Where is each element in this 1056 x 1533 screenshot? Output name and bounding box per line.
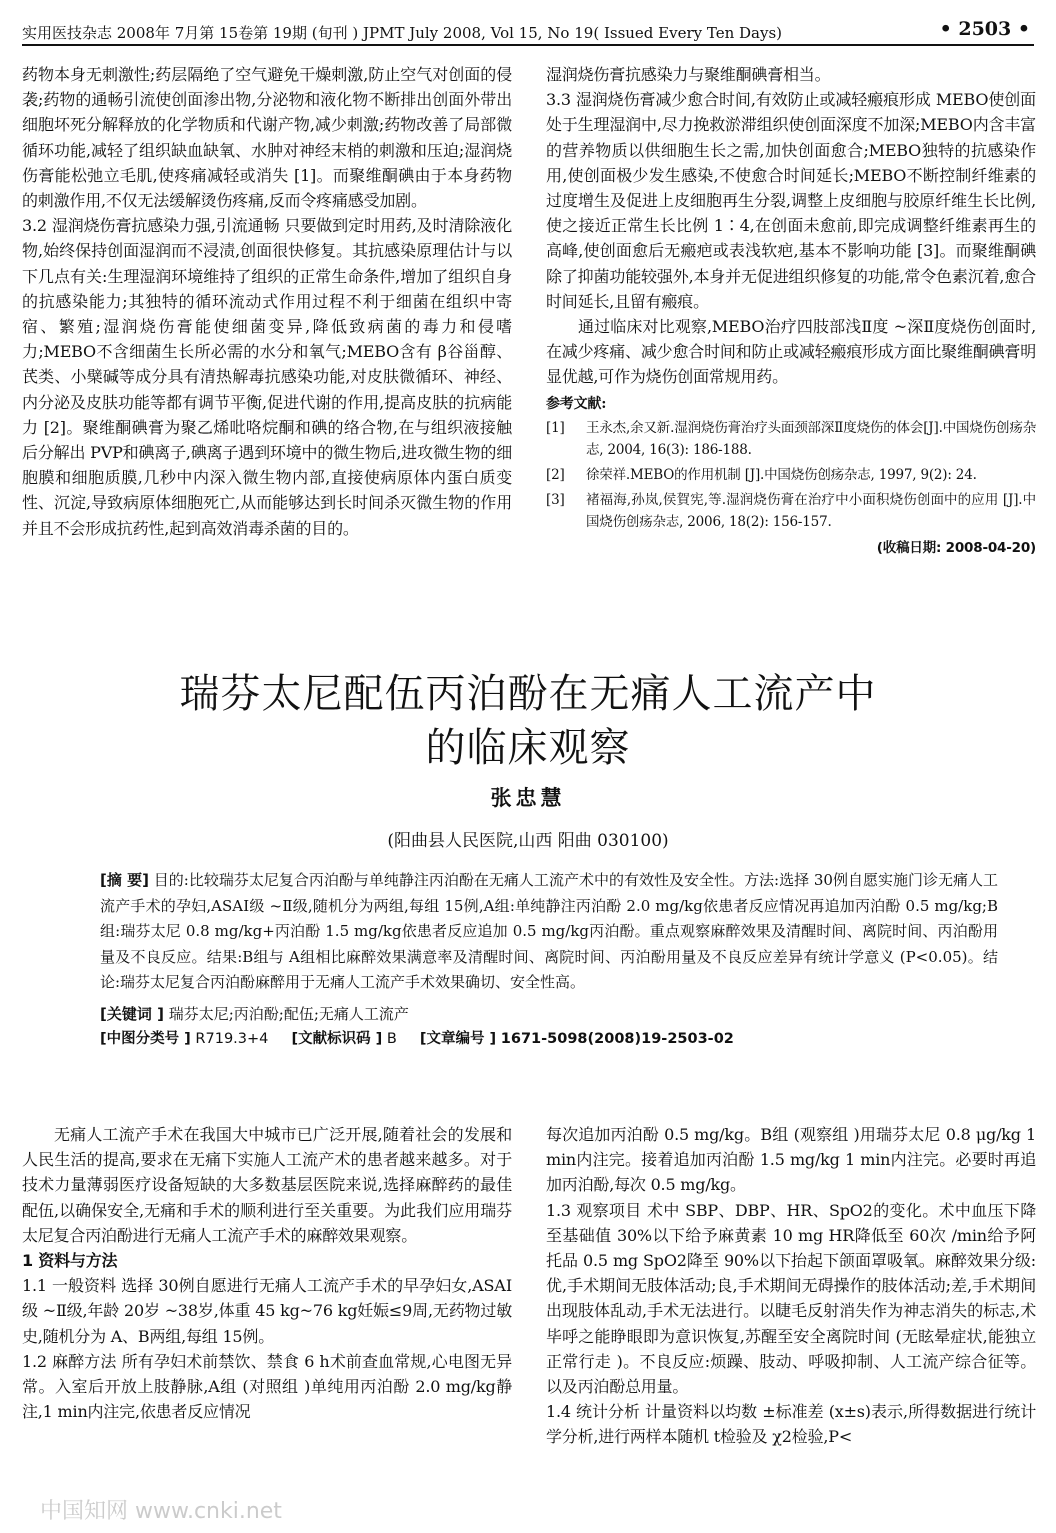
keywords [100, 1002, 998, 1028]
reference-number: [2] [546, 466, 565, 483]
references-title: 参考文献: [546, 395, 607, 412]
paragraph: 湿润烧伤膏抗感染力与聚维酮碘膏相当。 [546, 65, 831, 84]
doc-code-value: B [386, 1031, 397, 1047]
body-right-column [546, 1122, 1036, 1527]
classification-line [100, 1027, 998, 1053]
body-left-column [22, 1122, 512, 1527]
subsection-paragraph: 1.2 麻醉方法 所有孕妇术前禁饮、禁食 6 h术前查血常规,心电图无异常。入室后开放上肢静脉,A组 (对照组 )单纯用丙泊酚 2.0 mg/kg静注,1 min内注完,依患者反应情况 [22, 1351, 512, 1422]
abstract [100, 868, 998, 996]
reference-text: 王永杰,余又新.湿润烧伤膏治疗头面颈部深Ⅱ度烧伤的体会[J].中国烧伤创疡杂志, 2004, 16(3): 186-188. [586, 419, 1036, 458]
section-heading: 1 资料与方法 [22, 1251, 118, 1271]
reference-number: [1] [546, 419, 565, 436]
doc-code-label: [文献标识码 ] [291, 1031, 383, 1047]
abstract-block [100, 868, 998, 1053]
reference-item [546, 464, 1036, 486]
page-number: • 2503 • [939, 18, 1030, 40]
reference-text: 褚福海,孙岚,侯賀宪,等.湿润烧伤膏在治疗中小面积烧伤创面中的应用 [J].中国烧伤创疡杂志, 2006, 18(2): 156-157. [586, 491, 1036, 530]
article-title-line2: 的临床观察 [425, 725, 631, 771]
prev-article-left-column [22, 62, 512, 541]
running-header [22, 18, 1034, 46]
reference-text: 徐荣祥.MEBO的作用机制 [J].中国烧伤创疡杂志, 1997, 9(2): 24. [586, 466, 977, 483]
cnki-watermark: 中国知网 www.cnki.net [40, 1499, 282, 1524]
section-paragraph: 3.3 湿润烧伤膏减少愈合时间,有效防止或减轻瘢痕形成 MEBO使创面处于生理湿润中,尽力挽救淤滞组织使创面深度不加深;MEBO内含丰富的营养物质以供细胞生长之需,加快创面愈合;MEBO独特的抗感染作用,使创面极少发生感染,不使愈合时间延长;MEBO不断控制纤维素的过度增生及促进上皮细胞再生分裂,调整上皮细胞与胶原纤维生长比例,使之接近正常生长比例 1∶4,在创面未愈前,即完成调整纤维素再生的高峰,使创面愈后无瘢疤或表浅软疤,基本不影响功能 [3]。而聚维酮碘除了抑菌功能较强外,本身并无促进组织修复的功能,常令色素沉着,愈合时间延长,且留有瘢痕。 [546, 90, 1036, 311]
article-title-line1: 瑞芬太尼配伍丙泊酚在无痛人工流产中 [179, 671, 877, 717]
prev-article-right-column [546, 62, 1036, 561]
paragraph: 药物本身无刺激性;药层隔绝了空气避免干燥刺激,防止空气对创面的侵袭;药物的通畅引流使创面渗出物,分泌物和液化物不断排出创面外带出细胞坏死分解释放的化学物质和代谢产物,减少刺激;药物改善了局部微循环功能,减轻了组织缺血缺氧、水肿对神经末梢的刺激和压迫;湿润烧伤膏能松弛立毛肌,使疼痛减轻或消失 [1]。而聚维酮碘由于本身药物的刺激作用,不仅无法缓解烫伤疼痛,反而令疼痛感受加剧。 [22, 65, 512, 211]
reference-number: [3] [546, 491, 565, 508]
article-affiliation: (阳曲县人民医院,山西 阳曲 030100) [387, 831, 669, 851]
keywords-label: [关键词 ] [100, 1004, 164, 1023]
reference-list [546, 417, 1036, 533]
abstract-label: [摘 要] [100, 871, 149, 889]
reference-item [546, 417, 1036, 461]
keywords-text: 瑞芬太尼;丙泊酚;配伍;无痛人工流产 [168, 1004, 409, 1023]
subsection-paragraph: 1.4 统计分析 计量资料以均数 ±标准差 (x±s)表示,所得数据进行统计学分析,进行两样本随机 t检验及 χ2检验,P< [546, 1402, 1036, 1447]
abstract-text: 目的:比较瑞芬太尼复合丙泊酚与单纯静注丙泊酚在无痛人工流产术中的有效性及安全性。方法:选择 30例自愿实施门诊无痛人工流产手术的孕妇,ASAⅠ级 ~Ⅱ级,随机分为两组,每组 15例,A组:单纯静注丙泊酚 2.0 mg/kg依患者反应情况再追加丙泊酚 0.5 mg/kg;B组:瑞芬太尼 0.8 mg/kg+丙泊酚 1.5 mg/kg依患者反应追加 0.5 mg/kg丙泊酚。重点观察麻醉效果及清醒时间、离院时间、丙泊酚用量及不良反应。结果:B组与 A组相比麻醉效果满意率及清醒时间、离院时间、丙泊酚用量及不良反应差异有统计学意义 (P<0.05)。结论:瑞芬太尼复合丙泊酚麻醉用于无痛人工流产手术效果确切、安全性高。 [100, 871, 999, 991]
clc-label: [中图分类号 ] [100, 1031, 191, 1047]
received-date: (收稿日期: 2008-04-20) [876, 539, 1036, 556]
article-id-value: 1671-5098(2008)19-2503-02 [500, 1031, 734, 1047]
subsection-paragraph: 1.3 观察项目 术中 SBP、DBP、HR、SpO2的变化。术中血压下降至基础值 30%以下给予麻黄素 10 mg HR降低至 60次 /min给予阿托品 0.5 mg SpO2降至 90%以下抬起下颌面罩吸氧。麻醉效果分级:优,手术期间无肢体活动;良,手术期间无碍操作的肢体活动;差,手术期间出现肢体乱动,手术无法进行。以睫毛反射消失作为神志消失的标志,术毕呼之能睁眼即为意识恢复,苏醒至安全离院时间 (无眩晕症状,能独立正常行走 )。不良反应:烦躁、肢动、呼吸抑制、人工流产综合征等。以及丙泊酚总用量。 [546, 1200, 1036, 1397]
paragraph: 无痛人工流产手术在我国大中城市已广泛开展,随着社会的发展和人民生活的提高,要求在无痛下实施人工流产术的患者越来越多。对于技术力量薄弱医疗设备短缺的大多数基层医院来说,选择麻醉药的最佳配伍,以确保安全,无痛和手术的顺利进行至关重要。为此我们应用瑞芬太尼复合丙泊酚进行无痛人工流产手术的麻醉效果观察。 [22, 1125, 512, 1245]
journal-info: 实用医技杂志 2008年 7月第 15卷第 19期 (旬刊 ) JPMT July 2008, Vol 15, No 19( Issued Every Ten Days) [22, 24, 783, 42]
clc-value: R719.3+4 [195, 1031, 269, 1047]
subsection-paragraph: 1.1 一般资料 选择 30例自愿进行无痛人工流产手术的早孕妇女,ASAⅠ级 ~Ⅱ级,年龄 20岁 ~38岁,体重 45 kg~76 kg妊娠≤9周,无药物过敏史,随机分为 A、B两组,每组 15例。 [22, 1276, 512, 1346]
section-paragraph: 3.2 湿润烧伤膏抗感染力强,引流通畅 只要做到定时用药,及时清除液化物,始终保持创面湿润而不浸渍,创面很快修复。其抗感染原理估计与以下几点有关:生理湿润环境维持了组织的正常生命条件,增加了组织自身的抗感染能力;其独特的循环流动式作用过程不利于细菌在组织中寄宿、繁殖;湿润烧伤膏能使细菌变异,降低致病菌的毒力和侵嗜力;MEBO不含细菌生长所必需的水分和氧气;MEBO含有 β谷甾醇、芪类、小檗碱等成分具有清热解毒抗感染功能,对皮肤微循环、神经、内分泌及皮肤功能等都有调节平衡,促进代谢的作用,提高皮肤的抗病能力 [2]。聚维酮碘膏为聚乙烯吡咯烷酮和碘的络合物,在与组织液接触后分解出 PVP和碘离子,碘离子遇到环境中的微生物后,进攻微生物的细胞膜和细胞质膜,几秒中内深入微生物内部,直接使病原体内蛋白质变性、沉淀,导致病原体细胞死亡,从而能够达到长时间杀灭微生物的作用并且不会形成抗药性,起到高效消毒杀菌的目的。 [22, 216, 512, 538]
article-id-label: [文章编号 ] [419, 1031, 497, 1047]
reference-item [546, 489, 1036, 533]
paragraph: 通过临床对比观察,MEBO治疗四肢部浅Ⅱ度 ~深Ⅱ度烧伤创面时,在减少疼痛、减少愈合时间和防止或减轻瘢痕形成方面比聚维酮碘膏明显优越,可作为烧伤创面常规用药。 [546, 317, 1036, 387]
article-author: 张忠慧 [490, 785, 566, 810]
subsection-paragraph: 每次追加丙泊酚 0.5 mg/kg。B组 (观察组 )用瑞芬太尼 0.8 μg/kg 1 min内注完。接着追加丙泊酚 1.5 mg/kg 1 min内注完。必要时再追加丙泊酚,每次 0.5 mg/kg。 [546, 1125, 1036, 1195]
